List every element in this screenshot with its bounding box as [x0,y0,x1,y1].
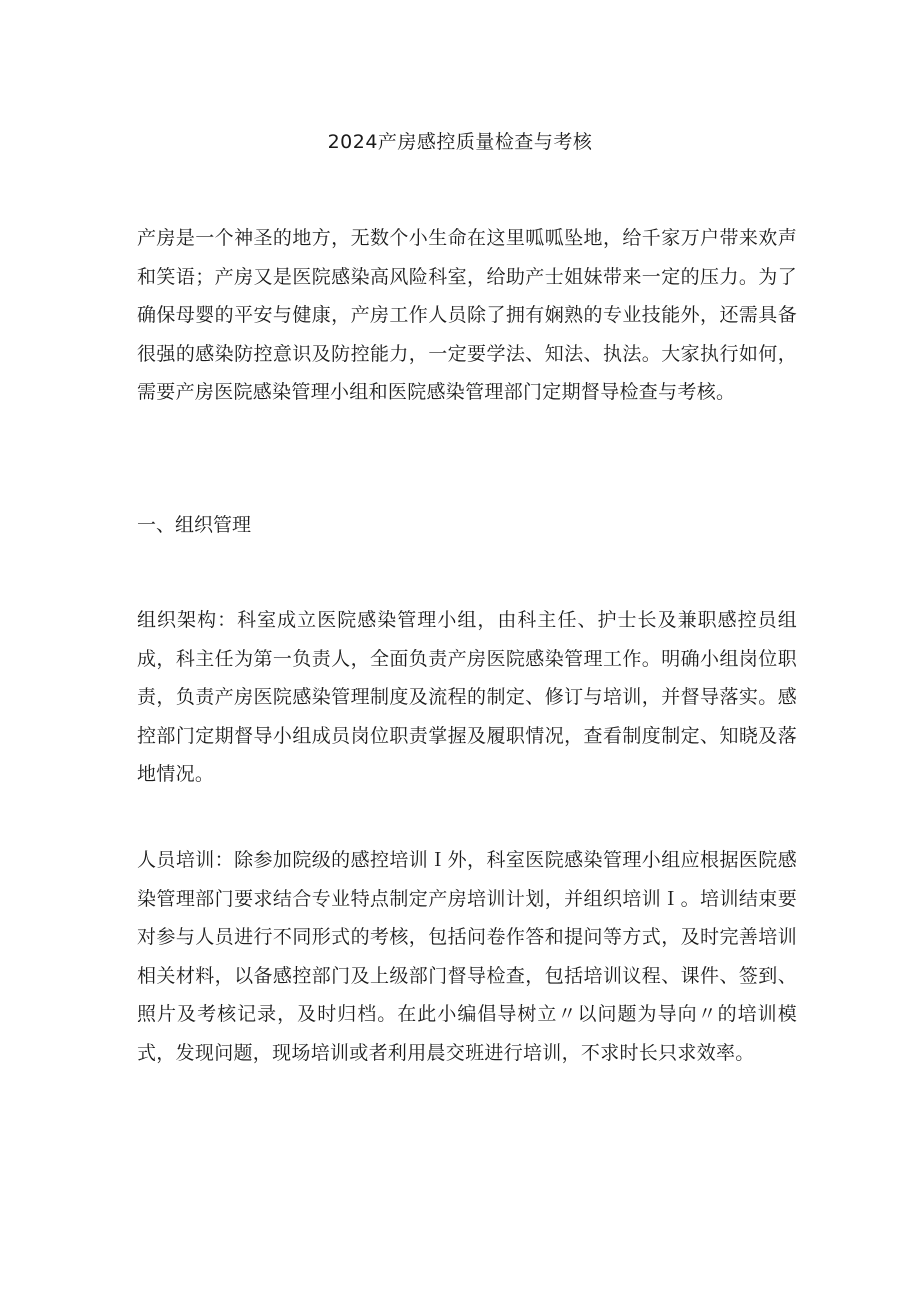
document-title: 2024产房感控质量检查与考核 [327,131,593,153]
staff-training-paragraph: 人员培训：除参加院级的感控培训Ｉ外，科室医院感染管理小组应根据医院感染管理部门要求结合专业特点制定产房培训计划，并组织培训Ｉ。培训结束要对参与人员进行不同形式的考核，包括问卷作答和提问等方式，及时完善培训相关材料，以备感控部门及上级部门督导检查，包括培训议程、课件、签到、照片及考核记录，及时归档。在此小编倡导树立〃以问题为导向〃的培训模式，发现问题，现场培训或者利用晨交班进行培训，不求时长只求效率。 [137,849,797,1064]
section-heading-organization: 一、组织管理 [137,514,252,536]
org-structure-paragraph: 组织架构：科室成立医院感染管理小组，由科主任、护士长及兼职感控员组成，科主任为第一负责人，全面负责产房医院感染管理工作。明确小组岗位职责，负责产房医院感染管理制度及流程的制定、修订与培训，并督导落实。感控部门定期督导小组成员岗位职责掌握及履职情况，查看制度制定、知晓及落地情况。 [137,609,797,786]
intro-paragraph: 产房是一个神圣的地方，无数个小生命在这里呱呱坠地，给千家万户带来欢声和笑语；产房又是医院感染高风险科室，给助产士姐妹带来一定的压力。为了确保母婴的平安与健康，产房工作人员除了拥有娴熟的专业技能外，还需具备很强的感染防控意识及防控能力，一定要学法、知法、执法。大家执行如何，需要产房医院感染管理小组和医院感染管理部门定期督导检查与考核。 [137,227,797,404]
